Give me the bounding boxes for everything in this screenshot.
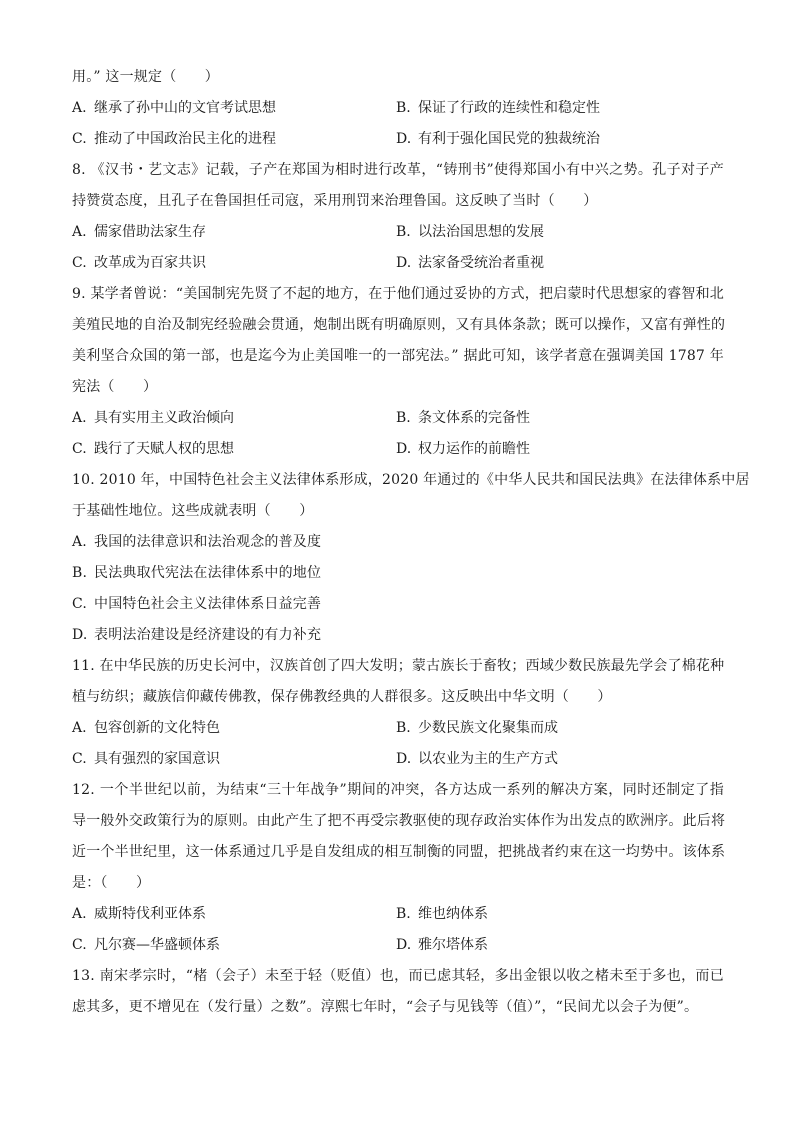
question-11-stem-line: 植与纺织；藏族信仰藏传佛教，保存佛教经典的人群很多。这反映出中华文明（ ） — [72, 689, 612, 705]
question-11-options-row-2 — [72, 744, 724, 775]
question-9-option-d[interactable]: D. 权力运作的前瞻性 — [396, 441, 530, 457]
question-11-option-c[interactable]: C. 具有强烈的家国意识 — [72, 751, 220, 767]
question-9-options-row-2 — [72, 434, 724, 465]
question-10-option-d[interactable]: D. 表明法治建设是经济建设的有力补充 — [72, 627, 322, 643]
question-11 — [72, 651, 724, 775]
question-12-stem-line: 是：（ ） — [72, 875, 151, 891]
question-10-stem-line: 于基础性地位。这些成就表明（ ） — [72, 503, 314, 519]
question-10-option-c[interactable]: C. 中国特色社会主义法律体系日益完善 — [72, 596, 322, 612]
question-12-options-row-2 — [72, 930, 724, 961]
question-9-option-c[interactable]: C. 践行了天赋人权的思想 — [72, 441, 234, 457]
question-10 — [72, 465, 750, 651]
question-13-stem-line: 虑其多，更不增见在（发行量）之数”。淳熙七年时，“会子与见钱等（值）”，“民间尤以会子为便”。 — [72, 999, 699, 1015]
question-12-stem-line: 12. 一个半世纪以前，为结束“三十年战争”期间的冲突，各方达成一系列的解决方案，同时还制定了指 — [72, 782, 724, 798]
question-8-options-row-2 — [72, 248, 724, 279]
question-11-option-d[interactable]: D. 以农业为主的生产方式 — [396, 751, 558, 767]
question-7-options-row-2 — [72, 124, 724, 155]
question-8-options-row-1 — [72, 217, 724, 248]
question-7-option-d[interactable]: D. 有利于强化国民党的独裁统治 — [396, 131, 600, 147]
question-12-option-a[interactable]: A. 威斯特伐利亚体系 — [72, 906, 206, 922]
question-10-stem-line: 10. 2010 年，中国特色社会主义法律体系形成，2020 年通过的《中华人民共和国民法典》在法律体系中居 — [72, 472, 750, 488]
question-12-option-c[interactable]: C. 凡尔赛—华盛顿体系 — [72, 937, 220, 953]
question-8-stem-line: 持赞赏态度，且孔子在鲁国担任司寇，采用刑罚来治理鲁国。这反映了当时（ ） — [72, 193, 598, 209]
question-9-stem-line: 美殖民地的自治及制宪经验融会贯通，炮制出既有明确原则，又有具体条款；既可以操作，又富有弹性的 — [72, 317, 726, 333]
question-9-stem-line: 美利坚合众国的第一部，也是迄今为止美国唯一的一部宪法。” 据此可知，该学者意在强调美国 1787 年 — [72, 348, 724, 364]
question-8-option-a[interactable]: A. 儒家借助法家生存 — [72, 224, 206, 240]
question-12-stem-line: 导一般外交政策行为的原则。由此产生了把不再受宗教驱使的现存政治实体作为出发点的欧洲序。此后将 — [72, 813, 726, 829]
question-8-option-b[interactable]: B. 以法治国思想的发展 — [396, 224, 544, 240]
question-9-stem-line: 宪法（ ） — [72, 379, 158, 395]
question-8 — [72, 155, 724, 279]
question-12 — [72, 775, 724, 961]
question-11-option-b[interactable]: B. 少数民族文化聚集而成 — [396, 720, 558, 736]
exam-page — [72, 62, 750, 1023]
question-8-stem-line: 8. 《汉书・艺文志》记载，子产在郑国为相时进行改革，“铸刑书”使得郑国小有中兴之势。孔子对子产 — [72, 162, 724, 178]
question-7-option-c[interactable]: C. 推动了中国政治民主化的进程 — [72, 131, 276, 147]
question-12-stem-line: 近一个半世纪里，这一体系通过几乎是自发组成的相互制衡的同盟，把挑战者约束在这一均势中。该体系 — [72, 844, 726, 860]
question-12-option-b[interactable]: B. 维也纳体系 — [396, 906, 488, 922]
question-7-option-a[interactable]: A. 继承了孙中山的文官考试思想 — [72, 100, 276, 116]
question-11-option-a[interactable]: A. 包容创新的文化特色 — [72, 720, 220, 736]
question-11-stem-line: 11. 在中华民族的历史长河中，汉族首创了四大发明；蒙古族长于畜牧；西域少数民族最先学会了棉花种 — [72, 658, 725, 674]
question-9-option-a[interactable]: A. 具有实用主义政治倾向 — [72, 410, 234, 426]
question-9 — [72, 279, 724, 465]
question-13-stem-line: 13. 南宋孝宗时，“楮（会子）未至于轻（贬值）也，而已虑其轻，多出金银以收之楮未至于多也，而已 — [72, 968, 724, 984]
question-12-options-row-1 — [72, 899, 724, 930]
question-8-option-c[interactable]: C. 改革成为百家共识 — [72, 255, 206, 271]
question-7-options-row-1 — [72, 93, 724, 124]
question-11-options-row-1 — [72, 713, 724, 744]
question-7 — [72, 62, 724, 155]
question-13 — [72, 961, 724, 1023]
question-9-option-b[interactable]: B. 条文体系的完备性 — [396, 410, 530, 426]
question-10-option-a[interactable]: A. 我国的法律意识和法治观念的普及度 — [72, 534, 322, 550]
question-7-stem-tail: 用。” 这一规定（ ） — [72, 69, 220, 85]
question-8-option-d[interactable]: D. 法家备受统治者重视 — [396, 255, 544, 271]
question-9-options-row-1 — [72, 403, 724, 434]
question-9-stem-line: 9. 某学者曾说：“美国制宪先贤了不起的地方，在于他们通过妥协的方式，把启蒙时代思想家的睿智和北 — [72, 286, 724, 302]
question-12-option-d[interactable]: D. 雅尔塔体系 — [396, 937, 488, 953]
question-7-option-b[interactable]: B. 保证了行政的连续性和稳定性 — [396, 100, 600, 116]
question-10-option-b[interactable]: B. 民法典取代宪法在法律体系中的地位 — [72, 565, 322, 581]
